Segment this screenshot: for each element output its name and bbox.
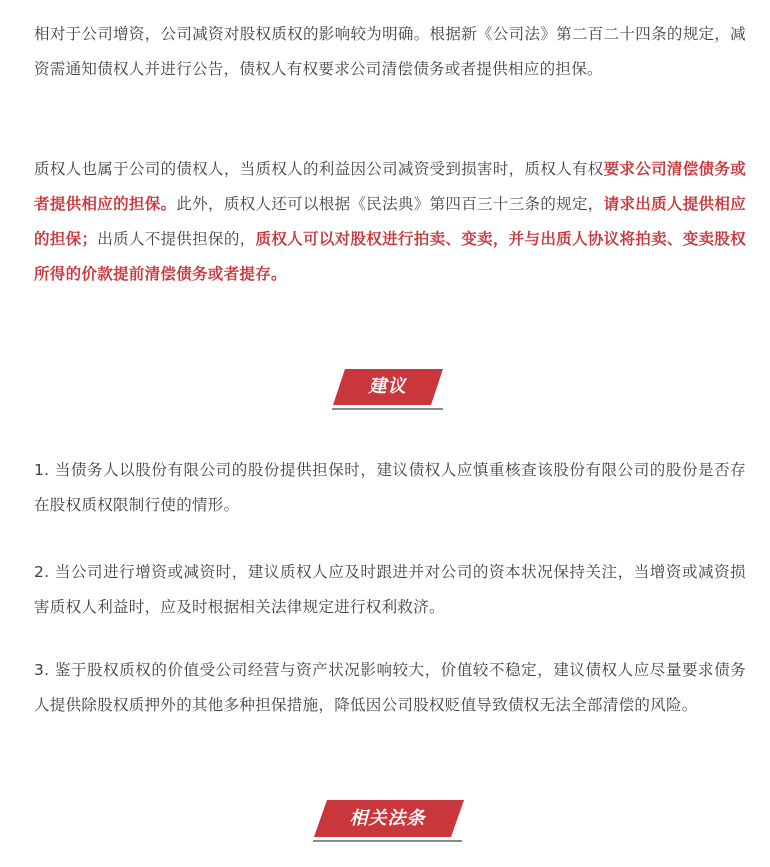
paragraph-pledgee-rights xyxy=(34,152,746,292)
emphasis-text: 要求公司清偿债务或者提供相应的担保。 xyxy=(34,160,746,213)
paragraph-capital-reduction: 相对于公司增资，公司减资对股权质权的影响较为明确。根据新《公司法》第二百二十四条的规定，减资需通知债权人并进行公告，债权人有权要求公司清偿债务或者提供相应的担保。 xyxy=(34,25,746,78)
section-title: 建议 xyxy=(368,376,407,397)
emphasis-text: 请求出质人提供相应的担保； xyxy=(34,195,747,248)
section-title: 相关法条 xyxy=(349,808,426,829)
section-banner-suggestions xyxy=(325,360,450,420)
suggestion-item: 2. 当公司进行增资或减资时，建议质权人应及时跟进并对公司的资本状况保持关注，当增资或减资损害质权人利益时，应及时根据相关法律规定进行权利救济。 xyxy=(34,563,746,616)
paragraph-text: 质权人也属于公司的债权人，当质权人的利益因公司减资受到损害时，质权人有权 xyxy=(34,160,604,178)
section-banner-laws xyxy=(305,792,470,852)
suggestion-item: 3. 鉴于股权质权的价值受公司经营与资产状况影响较大，价值较不稳定，建议债权人应尽量要求债务人提供除股权质押外的其他多种担保措施，降低因公司股权贬值导致债权无法全部清偿的风险。 xyxy=(34,661,746,714)
suggestion-item: 1. 当债务人以股份有限公司的股份提供担保时，建议债权人应慎重核查该股份有限公司的股份是否存在股权质权限制行使的情形。 xyxy=(34,461,746,514)
paragraph-text: 出质人不提供担保的， xyxy=(97,230,256,248)
paragraph-text: 此外，质权人还可以根据《民法典》第四百三十三条的规定， xyxy=(176,195,604,213)
emphasis-text: 质权人可以对股权进行拍卖、变卖，并与出质人协议将拍卖、变卖股权所得的价款提前清偿债务或者提存。 xyxy=(34,230,746,283)
